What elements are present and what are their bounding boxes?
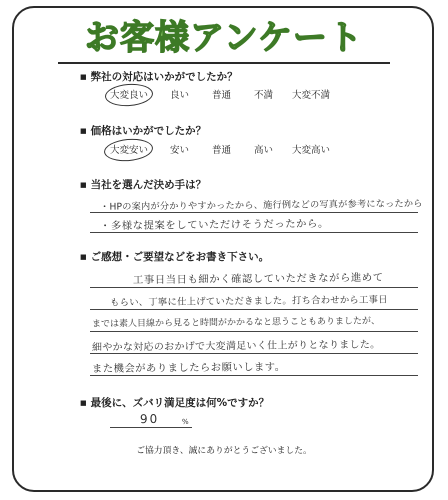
question-deciding-factor: ■ 当社を選んだ決め手は？ bbox=[80, 178, 206, 193]
option-service-very-unsatisfied[interactable]: 大変不満 bbox=[292, 90, 331, 101]
comment-line-5: また機会がありましたらお願いします。 bbox=[91, 360, 286, 376]
comment-line-2: もらい、丁寧に仕上げていただきました。打ち合わせから工事日 bbox=[109, 294, 388, 309]
answer-line bbox=[90, 309, 418, 310]
satisfaction-value: 90 bbox=[139, 411, 160, 427]
option-price-expensive[interactable]: 高い bbox=[254, 145, 274, 156]
option-service-very-good[interactable]: 大変良い bbox=[110, 90, 149, 101]
thank-you-message: ご協力頂き、誠にありがとうございました。 bbox=[136, 446, 312, 456]
price-options bbox=[0, 143, 448, 159]
option-service-average[interactable]: 普通 bbox=[212, 90, 232, 101]
answer-line bbox=[90, 331, 418, 332]
answer-line bbox=[90, 232, 418, 233]
answer-line bbox=[90, 353, 418, 354]
title-underline bbox=[58, 62, 390, 64]
comment-line-4: 細やかな対応のおかげで大変満足いく仕上がりとなりました。 bbox=[91, 339, 381, 354]
question-service: ■ 弊社の対応はいかがでしたか？ bbox=[80, 70, 238, 85]
satisfaction-answer-line bbox=[110, 427, 192, 428]
option-service-unsatisfied[interactable]: 不満 bbox=[254, 90, 274, 101]
question-satisfaction: ■ 最後に、ズバリ満足度は何%ですか？ bbox=[80, 396, 269, 411]
answer-deciding-factor-2: ・多様な提案をしていただけそうだったから。 bbox=[99, 217, 329, 233]
option-price-average[interactable]: 普通 bbox=[212, 145, 232, 156]
comment-line-1: 工事日当日も細かく確認していただきながら進めて bbox=[132, 271, 384, 287]
comment-line-3: までは素人目線から見ると時間がかかるなと思うこともありましたが、 bbox=[91, 316, 381, 330]
option-price-very-cheap[interactable]: 大変安い bbox=[110, 145, 149, 156]
service-options bbox=[0, 88, 448, 104]
answer-line bbox=[90, 375, 418, 376]
answer-deciding-factor-1: ・HPの案内が分かりやすかったから、施行例などの写真が参考になったから bbox=[99, 198, 423, 213]
answer-line bbox=[90, 212, 418, 213]
question-price: ■ 価格はいかがでしたか？ bbox=[80, 124, 206, 139]
satisfaction-unit: % bbox=[181, 417, 190, 427]
question-comments: ■ ご感想・ご要望などをお書き下さい。 bbox=[80, 250, 269, 265]
survey-title: お客様アンケート bbox=[85, 18, 363, 58]
option-price-cheap[interactable]: 安い bbox=[170, 145, 190, 156]
option-price-very-expensive[interactable]: 大変高い bbox=[292, 145, 331, 156]
answer-line bbox=[90, 287, 418, 288]
option-service-good[interactable]: 良い bbox=[170, 90, 190, 101]
